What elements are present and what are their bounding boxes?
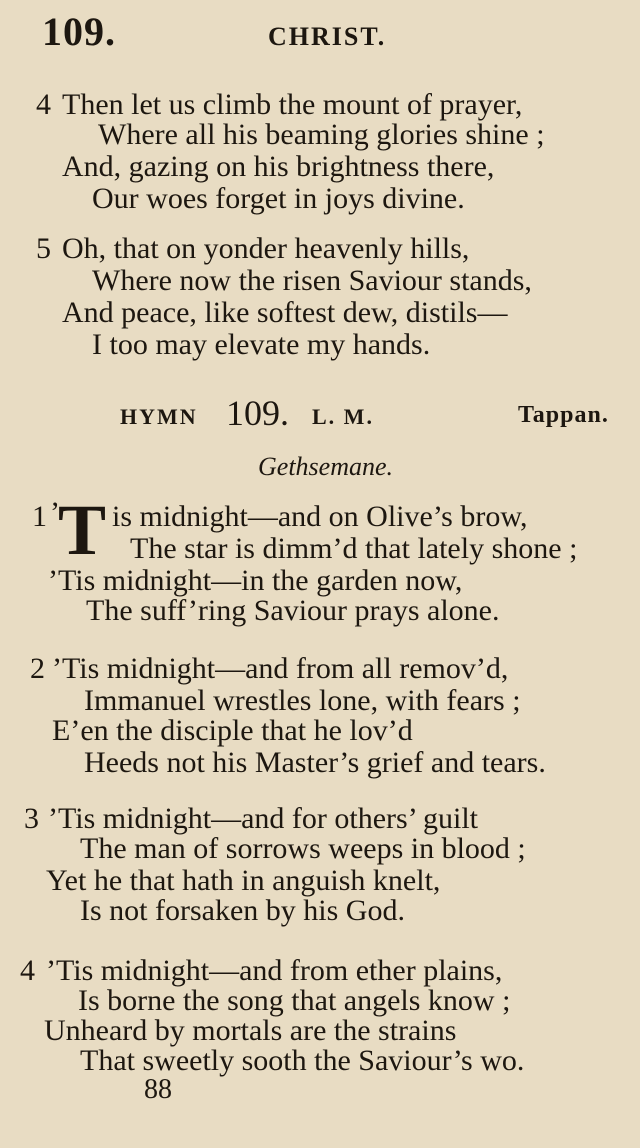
stanza-number: 1 <box>32 500 47 533</box>
verse-line: Is borne the song that angels know ; <box>78 984 511 1017</box>
verse-line: I too may elevate my hands. <box>92 328 431 361</box>
verse-line: Oh, that on yonder heavenly hills, <box>62 232 470 265</box>
verse-line: ’Tis midnight—and from ether plains, <box>46 954 503 987</box>
verse-line: And peace, like softest dew, distils— <box>62 296 508 329</box>
stanza-number: 4 <box>20 954 35 987</box>
page-number-top: 109. <box>42 9 116 54</box>
drop-cap: T <box>58 490 107 570</box>
verse-line: is midnight—and on Olive’s brow, <box>112 500 528 533</box>
verse-line: The man of sorrows weeps in blood ; <box>80 832 526 865</box>
hymn-subtitle: Gethsemane. <box>258 452 394 481</box>
hymn-meter: L. M. <box>312 404 374 429</box>
stanza-number: 3 <box>24 802 39 835</box>
hymn-label: HYMN <box>120 404 198 429</box>
verse-line: And, gazing on his brightness there, <box>62 150 495 183</box>
verse-line: ’Tis midnight—in the garden now, <box>48 564 463 597</box>
apostrophe: ’ <box>50 496 60 529</box>
verse-line: Where all his beaming glories shine ; <box>98 118 545 151</box>
running-title: CHRIST. <box>268 22 387 51</box>
stanza-number: 4 <box>36 88 51 121</box>
stanza-number: 5 <box>36 232 51 265</box>
verse-line: Unheard by mortals are the strains <box>44 1014 457 1047</box>
verse-line: Where now the risen Saviour stands, <box>92 264 532 297</box>
verse-line: E’en the disciple that he lov’d <box>52 714 413 747</box>
hymn-number: 109. <box>226 393 289 433</box>
page-number-bottom: 88 <box>144 1074 172 1105</box>
verse-line: The suff’ring Saviour prays alone. <box>86 594 500 627</box>
verse-line: Our woes forget in joys divine. <box>92 182 465 215</box>
verse-line: Then let us climb the mount of prayer, <box>62 88 523 121</box>
verse-line: The star is dimm’d that lately shone ; <box>130 532 578 565</box>
verse-line: That sweetly sooth the Saviour’s wo. <box>80 1044 525 1077</box>
hymn-tune: Tappan. <box>518 402 609 428</box>
stanza-number: 2 <box>30 652 45 685</box>
verse-line: Is not forsaken by his God. <box>80 894 405 927</box>
verse-line: Yet he that hath in anguish knelt, <box>46 864 441 897</box>
verse-line: Heeds not his Master’s grief and tears. <box>84 746 546 779</box>
verse-line: ’Tis midnight—and from all remov’d, <box>52 652 509 685</box>
verse-line: ’Tis midnight—and for others’ guilt <box>48 802 478 835</box>
verse-line: Immanuel wrestles lone, with fears ; <box>84 684 521 717</box>
